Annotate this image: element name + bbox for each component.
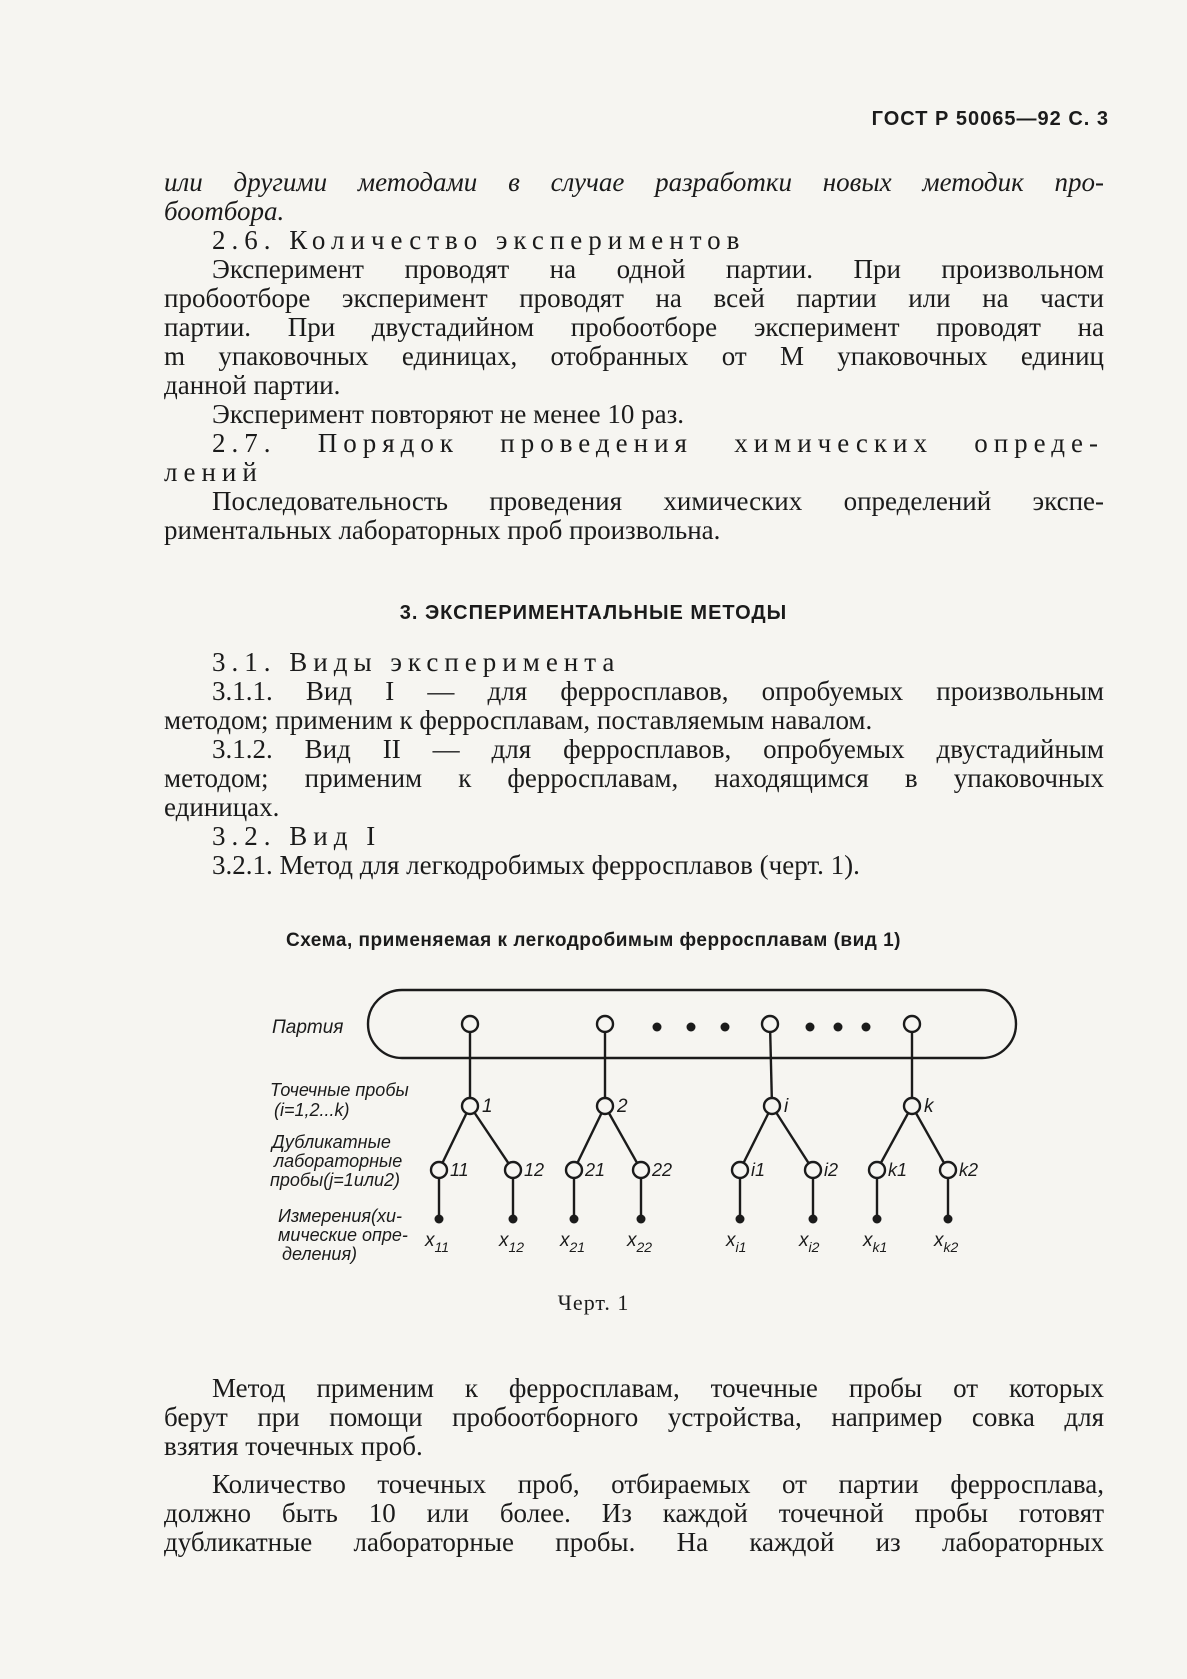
section-heading-cont: лений <box>164 457 263 487</box>
batch-node <box>904 1016 920 1032</box>
duplicate-sample-node <box>431 1162 447 1178</box>
text-line: методом; применим к ферросплавам, находящимся в упаковочных <box>164 763 1104 793</box>
point-sample-node <box>597 1098 613 1114</box>
row-label-meas: мические опре- <box>278 1225 408 1245</box>
duplicate-sample-node <box>566 1162 582 1178</box>
section-heading: 2.6. Количество экспериментов <box>212 225 746 255</box>
point-sample-node <box>462 1098 478 1114</box>
text-line: Количество точечных проб, отбираемых от партии ферросплава, <box>212 1469 1104 1499</box>
duplicate-sample-node <box>869 1162 885 1178</box>
point-sample-node <box>764 1098 780 1114</box>
text-line: берут при помощи пробоотборного устройства, например совка для <box>164 1402 1104 1432</box>
text-line: Последовательность проведения химических определений экспе- <box>212 486 1104 516</box>
duplicate-sample-label: k2 <box>959 1160 979 1180</box>
duplicate-sample-label: i2 <box>824 1160 839 1180</box>
row-label-point: (i=1,2...k) <box>274 1100 350 1120</box>
duplicate-sample-node <box>505 1162 521 1178</box>
measurement-label: $x_{22}$ <box>627 1230 653 1255</box>
figure-caption: Черт. 1 <box>557 1290 630 1315</box>
page-header: ГОСТ Р 50065—92 С. 3 <box>871 108 1109 130</box>
text-line: партии. При двустадийном пробоотборе эксперимент проводят на <box>164 312 1104 342</box>
point-sample-label: 1 <box>482 1096 493 1117</box>
measurement-label: $x_{k2}$ <box>934 1230 959 1255</box>
measurement-dot <box>435 1215 444 1224</box>
text-line: взятия точечных проб. <box>164 1431 423 1461</box>
measurement-dot <box>509 1215 518 1224</box>
text-line: m упаковочных единицах, отобранных от M упаковочных единиц <box>164 341 1104 371</box>
measurement-dot <box>809 1215 818 1224</box>
duplicate-sample-label: k1 <box>888 1160 908 1180</box>
duplicate-sample-label: 11 <box>450 1160 469 1180</box>
text-line: 3.1.2. Вид II — для ферросплавов, опробуемых двустадийным <box>212 734 1104 764</box>
text-line: Метод применим к ферросплавам, точечные пробы от которых <box>212 1373 1104 1403</box>
point-sample-node <box>904 1098 920 1114</box>
paragraph-count <box>164 1470 1104 1557</box>
row-label-meas: деления) <box>282 1244 358 1264</box>
ellipsis-dot <box>653 1023 662 1032</box>
duplicate-sample-node <box>805 1162 821 1178</box>
section-heading: 2.7. Порядок проведения химических опреде- <box>212 428 1104 458</box>
text-line: единицах. <box>164 792 280 822</box>
paragraph-method <box>164 1374 1104 1461</box>
ellipsis-dot <box>721 1023 730 1032</box>
point-sample-label: k <box>924 1096 934 1117</box>
ellipsis-dot <box>834 1023 843 1032</box>
section-heading: 3.1. Виды эксперимента <box>212 647 621 677</box>
measurement-label: $x_{k1}$ <box>863 1230 888 1255</box>
batch-node <box>762 1016 778 1032</box>
duplicate-sample-label: 22 <box>652 1160 673 1180</box>
row-label-point: Точечные пробы <box>270 1080 409 1100</box>
row-label-meas: Измерения(хи- <box>278 1206 402 1226</box>
edge-batch-to-point <box>770 1024 772 1106</box>
duplicate-sample-node <box>633 1162 649 1178</box>
duplicate-sample-label: 12 <box>524 1160 545 1180</box>
text-line: боотбора. <box>164 196 285 226</box>
text-line: данной партии. <box>164 370 341 400</box>
measurement-label: $x_{i2}$ <box>799 1230 820 1255</box>
text-line: 3.1.1. Вид I — для ферросплавов, опробуемых произвольным <box>212 676 1104 706</box>
text-line: 3.2.1. Метод для легкодробимых ферросплавов (черт. 1). <box>212 850 860 880</box>
point-sample-label: 2 <box>617 1096 628 1117</box>
measurement-label: $x_{11}$ <box>425 1230 450 1255</box>
duplicate-sample-label: i1 <box>751 1160 766 1180</box>
duplicate-sample-node <box>732 1162 748 1178</box>
measurement-dot <box>570 1215 579 1224</box>
measurement-label: $x_{12}$ <box>499 1230 525 1255</box>
text-line: пробоотборе эксперимент проводят на всей партии или на части <box>164 283 1104 313</box>
row-label-dup: Дубликатные <box>272 1132 391 1152</box>
figure-title: Схема, применяемая к легкодробимым ферросплавам (вид 1) <box>285 930 901 951</box>
text-line: риментальных лабораторных проб произвольна. <box>164 515 721 545</box>
point-sample-label: i <box>784 1096 789 1117</box>
tree-groups <box>424 1016 978 1255</box>
section-3-title: 3. ЭКСПЕРИМЕНТАЛЬНЫЕ МЕТОДЫ <box>399 602 788 624</box>
ellipsis-dot <box>687 1023 696 1032</box>
duplicate-sample-node <box>940 1162 956 1178</box>
edge-point-to-dup <box>772 1106 813 1170</box>
duplicate-sample-label: 21 <box>585 1160 606 1180</box>
ellipsis-dot <box>806 1023 815 1032</box>
measurement-label: $x_{i1}$ <box>726 1230 747 1255</box>
row-label-batch: Партия <box>272 1017 344 1038</box>
measurement-label: $x_{21}$ <box>560 1230 586 1255</box>
section-heading: 3.2. Вид I <box>212 821 382 851</box>
text-line: должно быть 10 или более. Из каждой точечной пробы готовят <box>164 1498 1104 1528</box>
measurement-dot <box>736 1215 745 1224</box>
text-line: дубликатные лабораторные пробы. На каждой из лабораторных <box>164 1527 1104 1557</box>
text-line: методом; применим к ферросплавам, поставляемым навалом. <box>164 705 873 735</box>
text-line: Эксперимент проводят на одной партии. При произвольном <box>212 254 1104 284</box>
batch-node <box>597 1016 613 1032</box>
text-line: или другими методами в случае разработки новых методик про- <box>164 167 1104 197</box>
measurement-dot <box>637 1215 646 1224</box>
text-line: Эксперимент повторяют не менее 10 раз. <box>212 399 685 429</box>
row-label-dup: пробы(j=1или2) <box>270 1170 400 1190</box>
measurement-dot <box>873 1215 882 1224</box>
measurement-dot <box>944 1215 953 1224</box>
row-label-dup: лабораторные <box>274 1151 403 1171</box>
ellipsis-dot <box>862 1023 871 1032</box>
batch-node <box>462 1016 478 1032</box>
